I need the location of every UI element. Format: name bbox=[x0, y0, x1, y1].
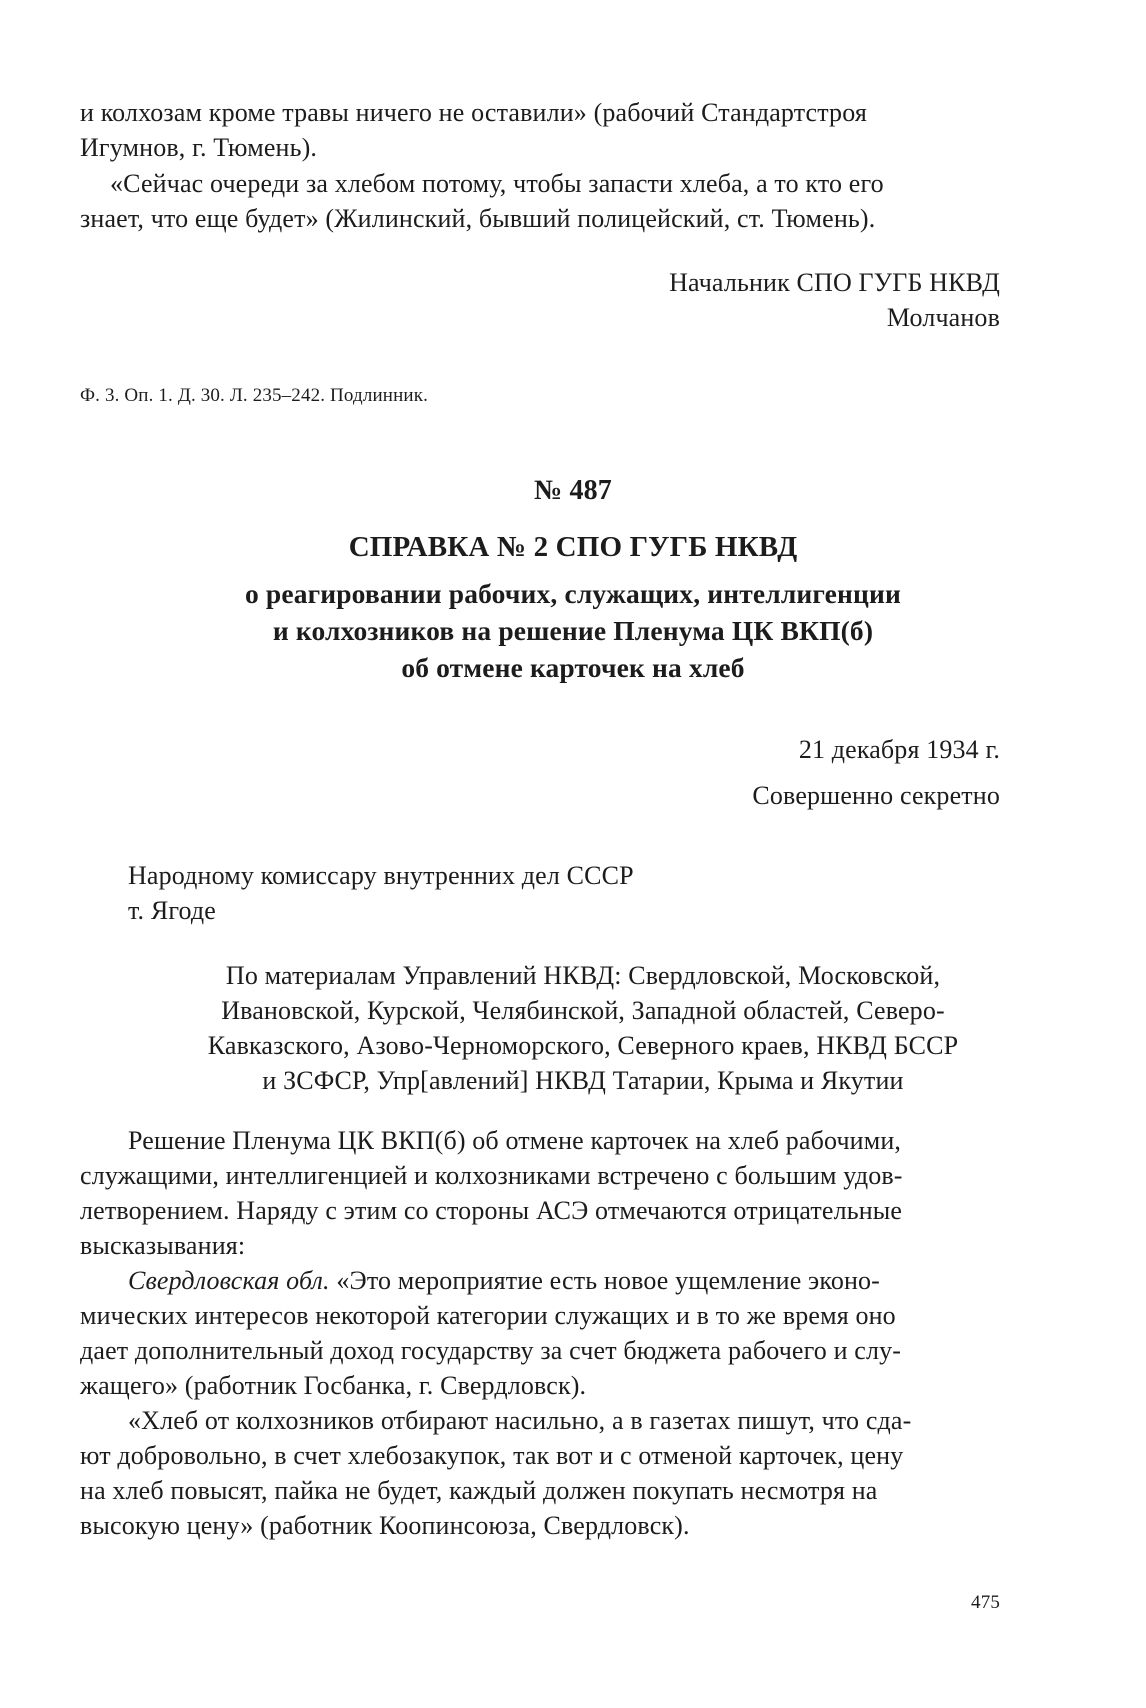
document-subtitle-line: и колхозников на решение Пленума ЦК ВКП(б) bbox=[272, 615, 874, 646]
paragraph-line: дает дополнительный доход государству за счет бюджета рабочего и слу- bbox=[80, 1336, 902, 1365]
text-line: знает, что еще будет» (Жилинский, бывший полицейский, ст. Тюмень). bbox=[80, 204, 876, 233]
paragraph-line: высказывания: bbox=[80, 1231, 246, 1260]
document-number: № 487 bbox=[534, 475, 612, 506]
sources-line: Кавказского, Азово-Черноморского, Северного краев, НКВД БССР bbox=[207, 1031, 959, 1060]
paragraph-line: жащего» (работник Госбанка, г. Свердловск). bbox=[80, 1371, 587, 1400]
region-name: Свердловская обл. bbox=[128, 1266, 330, 1295]
document-subtitle-line: об отмене карточек на хлеб bbox=[401, 652, 745, 683]
paragraph-line: служащими, интеллигенцией и колхозниками встречено с большим удов- bbox=[80, 1161, 903, 1190]
paragraph-line: на хлеб повысят, пайка не будет, каждый должен покупать несмотря на bbox=[80, 1476, 878, 1505]
page-number: 475 bbox=[971, 1592, 1000, 1613]
sources-line: Ивановской, Курской, Челябинской, Западной областей, Северо- bbox=[221, 996, 945, 1025]
classification-label: Совершенно секретно bbox=[752, 781, 1000, 810]
paragraph-line bbox=[128, 1263, 880, 1298]
paragraph-line: ют добровольно, в счет хлебозакупок, так вот и с отменой карточек, цену bbox=[80, 1441, 904, 1470]
addressee-line: Народному комиссару внутренних дел СССР bbox=[128, 861, 634, 890]
paragraph-line: высокую цену» (работник Коопинсоюза, Свердловск). bbox=[80, 1511, 690, 1540]
addressee-name: т. Ягоде bbox=[128, 896, 216, 925]
signature-name: Молчанов bbox=[886, 303, 1000, 332]
archive-reference: Ф. 3. Оп. 1. Д. 30. Л. 235–242. Подлинник. bbox=[80, 385, 429, 406]
signature-position: Начальник СПО ГУГБ НКВД bbox=[669, 268, 1000, 297]
quote-text: «Это мероприятие есть новое ущемление эконо- bbox=[329, 1266, 880, 1295]
text-line: Игумнов, г. Тюмень). bbox=[80, 133, 318, 162]
document-subtitle-line: о реагировании рабочих, служащих, интеллигенции bbox=[244, 578, 902, 609]
paragraph-line: мических интересов некоторой категории служащих и в то же время оно bbox=[80, 1301, 896, 1330]
document-date: 21 декабря 1934 г. bbox=[798, 735, 1000, 764]
text-line: «Сейчас очереди за хлебом потому, чтобы запасти хлеба, а то кто его bbox=[110, 169, 884, 198]
sources-line: и ЗСФСР, Упр[авлений] НКВД Татарии, Крыма и Якутии bbox=[262, 1066, 904, 1095]
paragraph-line: Решение Пленума ЦК ВКП(б) об отмене карточек на хлеб рабочими, bbox=[128, 1126, 902, 1155]
sources-line: По материалам Управлений НКВД: Свердловской, Московской, bbox=[225, 961, 941, 990]
paragraph-line: летворением. Наряду с этим со стороны АСЭ отмечаются отрицательные bbox=[80, 1196, 903, 1225]
text-line: и колхозам кроме травы ничего не оставили» (рабочий Стандартстроя bbox=[80, 98, 867, 127]
paragraph-line: «Хлеб от колхозников отбирают насильно, а в газетах пишут, что сда- bbox=[128, 1406, 912, 1435]
document-title: СПРАВКА № 2 СПО ГУГБ НКВД bbox=[348, 531, 798, 563]
